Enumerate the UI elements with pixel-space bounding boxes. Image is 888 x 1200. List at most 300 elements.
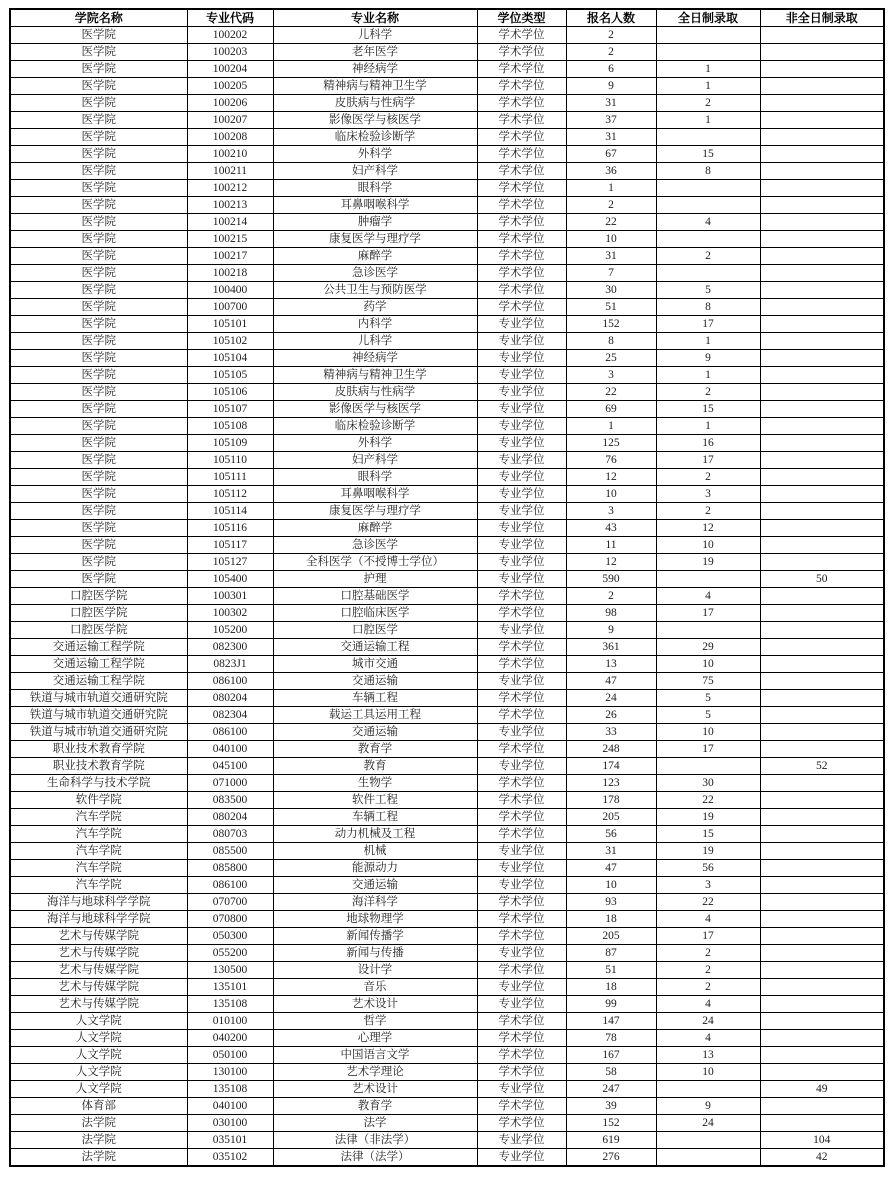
applicant-count-cell: 87 — [566, 945, 656, 962]
table-header — [10, 9, 884, 27]
college-name-cell: 医学院 — [10, 469, 187, 486]
major-code-cell: 100214 — [187, 214, 273, 231]
parttime-admitted-cell — [760, 826, 884, 843]
major-code-cell: 100217 — [187, 248, 273, 265]
college-name-cell: 职业技术教育学院 — [10, 758, 187, 775]
fulltime-admitted-cell: 9 — [656, 350, 760, 367]
college-name-cell: 汽车学院 — [10, 860, 187, 877]
major-code-cell: 105400 — [187, 571, 273, 588]
college-name-cell: 汽车学院 — [10, 877, 187, 894]
applicant-count-cell: 25 — [566, 350, 656, 367]
parttime-admitted-cell: 42 — [760, 1149, 884, 1167]
major-code-cell: 100202 — [187, 27, 273, 44]
fulltime-admitted-cell: 56 — [656, 860, 760, 877]
fulltime-admitted-cell: 9 — [656, 1098, 760, 1115]
college-name-cell: 医学院 — [10, 537, 187, 554]
parttime-admitted-cell — [760, 1098, 884, 1115]
fulltime-admitted-cell — [656, 129, 760, 146]
table-row — [10, 129, 884, 146]
degree-type-cell: 专业学位 — [477, 401, 566, 418]
fulltime-admitted-cell: 4 — [656, 214, 760, 231]
parttime-admitted-cell — [760, 1013, 884, 1030]
degree-type-cell: 专业学位 — [477, 486, 566, 503]
degree-type-cell: 专业学位 — [477, 622, 566, 639]
applicant-count-cell: 36 — [566, 163, 656, 180]
college-name-cell: 医学院 — [10, 265, 187, 282]
degree-type-cell: 学术学位 — [477, 962, 566, 979]
applicant-count-cell: 8 — [566, 333, 656, 350]
major-code-cell: 105105 — [187, 367, 273, 384]
college-name-cell: 医学院 — [10, 163, 187, 180]
major-name-cell: 全科医学（不授博士学位） — [273, 554, 477, 571]
degree-type-cell: 学术学位 — [477, 231, 566, 248]
major-name-cell: 妇产科学 — [273, 163, 477, 180]
college-name-cell: 汽车学院 — [10, 843, 187, 860]
applicant-count-cell: 69 — [566, 401, 656, 418]
college-name-cell: 交通运输工程学院 — [10, 656, 187, 673]
parttime-admitted-cell — [760, 265, 884, 282]
fulltime-admitted-cell — [656, 758, 760, 775]
applicant-count-cell: 47 — [566, 860, 656, 877]
fulltime-admitted-cell: 12 — [656, 520, 760, 537]
degree-type-cell: 学术学位 — [477, 826, 566, 843]
major-code-cell: 050100 — [187, 1047, 273, 1064]
fulltime-admitted-cell — [656, 1081, 760, 1098]
header-fulltime-admitted: 全日制录取 — [656, 9, 760, 27]
fulltime-admitted-cell: 22 — [656, 894, 760, 911]
table-row — [10, 435, 884, 452]
degree-type-cell: 学术学位 — [477, 299, 566, 316]
college-name-cell: 医学院 — [10, 333, 187, 350]
fulltime-admitted-cell: 8 — [656, 299, 760, 316]
major-code-cell: 100400 — [187, 282, 273, 299]
degree-type-cell: 学术学位 — [477, 146, 566, 163]
major-code-cell: 086100 — [187, 673, 273, 690]
applicant-count-cell: 11 — [566, 537, 656, 554]
college-name-cell: 口腔医学院 — [10, 622, 187, 639]
degree-type-cell: 专业学位 — [477, 979, 566, 996]
applicant-count-cell: 10 — [566, 231, 656, 248]
applicant-count-cell: 13 — [566, 656, 656, 673]
fulltime-admitted-cell — [656, 265, 760, 282]
degree-type-cell: 专业学位 — [477, 877, 566, 894]
major-name-cell: 外科学 — [273, 435, 477, 452]
major-name-cell: 海洋科学 — [273, 894, 477, 911]
applicant-count-cell: 1 — [566, 418, 656, 435]
applicant-count-cell: 31 — [566, 843, 656, 860]
degree-type-cell: 专业学位 — [477, 469, 566, 486]
table-row — [10, 945, 884, 962]
degree-type-cell: 专业学位 — [477, 945, 566, 962]
table-row — [10, 265, 884, 282]
applicant-count-cell: 2 — [566, 197, 656, 214]
major-name-cell: 交通运输 — [273, 724, 477, 741]
parttime-admitted-cell — [760, 1115, 884, 1132]
fulltime-admitted-cell: 5 — [656, 282, 760, 299]
college-name-cell: 人文学院 — [10, 1081, 187, 1098]
fulltime-admitted-cell: 17 — [656, 452, 760, 469]
fulltime-admitted-cell: 1 — [656, 367, 760, 384]
college-name-cell: 海洋与地球科学学院 — [10, 911, 187, 928]
applicant-count-cell: 1 — [566, 180, 656, 197]
college-name-cell: 医学院 — [10, 435, 187, 452]
degree-type-cell: 专业学位 — [477, 367, 566, 384]
applicant-count-cell: 18 — [566, 979, 656, 996]
applicant-count-cell: 147 — [566, 1013, 656, 1030]
fulltime-admitted-cell: 17 — [656, 741, 760, 758]
parttime-admitted-cell — [760, 656, 884, 673]
degree-type-cell: 专业学位 — [477, 537, 566, 554]
applicant-count-cell: 99 — [566, 996, 656, 1013]
parttime-admitted-cell — [760, 622, 884, 639]
major-code-cell: 030100 — [187, 1115, 273, 1132]
parttime-admitted-cell — [760, 690, 884, 707]
major-name-cell: 外科学 — [273, 146, 477, 163]
table-row — [10, 843, 884, 860]
major-name-cell: 心理学 — [273, 1030, 477, 1047]
degree-type-cell: 学术学位 — [477, 27, 566, 44]
applicant-count-cell: 125 — [566, 435, 656, 452]
major-name-cell: 麻醉学 — [273, 248, 477, 265]
college-name-cell: 医学院 — [10, 27, 187, 44]
major-code-cell: 035101 — [187, 1132, 273, 1149]
table-row — [10, 503, 884, 520]
college-name-cell: 医学院 — [10, 384, 187, 401]
major-name-cell: 艺术学理论 — [273, 1064, 477, 1081]
table-row — [10, 180, 884, 197]
table-row — [10, 809, 884, 826]
fulltime-admitted-cell: 10 — [656, 656, 760, 673]
parttime-admitted-cell — [760, 843, 884, 860]
parttime-admitted-cell — [760, 775, 884, 792]
degree-type-cell: 学术学位 — [477, 180, 566, 197]
header-major-code: 专业代码 — [187, 9, 273, 27]
fulltime-admitted-cell: 17 — [656, 928, 760, 945]
degree-type-cell: 专业学位 — [477, 843, 566, 860]
table-row — [10, 282, 884, 299]
degree-type-cell: 学术学位 — [477, 690, 566, 707]
table-row — [10, 860, 884, 877]
degree-type-cell: 学术学位 — [477, 1064, 566, 1081]
degree-type-cell: 学术学位 — [477, 588, 566, 605]
college-name-cell: 海洋与地球科学学院 — [10, 894, 187, 911]
college-name-cell: 医学院 — [10, 316, 187, 333]
degree-type-cell: 学术学位 — [477, 809, 566, 826]
degree-type-cell: 专业学位 — [477, 860, 566, 877]
fulltime-admitted-cell — [656, 1149, 760, 1167]
college-name-cell: 医学院 — [10, 197, 187, 214]
degree-type-cell: 学术学位 — [477, 197, 566, 214]
major-name-cell: 口腔临床医学 — [273, 605, 477, 622]
parttime-admitted-cell — [760, 350, 884, 367]
parttime-admitted-cell — [760, 673, 884, 690]
college-name-cell: 医学院 — [10, 299, 187, 316]
major-code-cell: 100211 — [187, 163, 273, 180]
degree-type-cell: 专业学位 — [477, 316, 566, 333]
fulltime-admitted-cell: 15 — [656, 401, 760, 418]
applicant-count-cell: 78 — [566, 1030, 656, 1047]
major-name-cell: 麻醉学 — [273, 520, 477, 537]
fulltime-admitted-cell: 13 — [656, 1047, 760, 1064]
major-name-cell: 艺术设计 — [273, 996, 477, 1013]
college-name-cell: 职业技术教育学院 — [10, 741, 187, 758]
fulltime-admitted-cell — [656, 231, 760, 248]
applicant-count-cell: 47 — [566, 673, 656, 690]
major-name-cell: 机械 — [273, 843, 477, 860]
major-name-cell: 车辆工程 — [273, 690, 477, 707]
parttime-admitted-cell — [760, 928, 884, 945]
fulltime-admitted-cell: 3 — [656, 877, 760, 894]
applicant-count-cell: 152 — [566, 316, 656, 333]
applicant-count-cell: 361 — [566, 639, 656, 656]
major-code-cell: 071000 — [187, 775, 273, 792]
degree-type-cell: 学术学位 — [477, 775, 566, 792]
table-row — [10, 248, 884, 265]
applicant-count-cell: 174 — [566, 758, 656, 775]
major-name-cell: 眼科学 — [273, 180, 477, 197]
degree-type-cell: 学术学位 — [477, 605, 566, 622]
major-name-cell: 精神病与精神卫生学 — [273, 367, 477, 384]
table-row — [10, 673, 884, 690]
table-row — [10, 996, 884, 1013]
table-row — [10, 418, 884, 435]
applicant-count-cell: 2 — [566, 44, 656, 61]
college-name-cell: 铁道与城市轨道交通研究院 — [10, 690, 187, 707]
major-name-cell: 肿瘤学 — [273, 214, 477, 231]
applicant-count-cell: 39 — [566, 1098, 656, 1115]
fulltime-admitted-cell: 2 — [656, 384, 760, 401]
parttime-admitted-cell — [760, 384, 884, 401]
applicant-count-cell: 205 — [566, 928, 656, 945]
college-name-cell: 人文学院 — [10, 1047, 187, 1064]
fulltime-admitted-cell: 30 — [656, 775, 760, 792]
major-code-cell: 085800 — [187, 860, 273, 877]
parttime-admitted-cell — [760, 401, 884, 418]
college-name-cell: 医学院 — [10, 571, 187, 588]
major-name-cell: 临床检验诊断学 — [273, 129, 477, 146]
parttime-admitted-cell — [760, 316, 884, 333]
applicant-count-cell: 56 — [566, 826, 656, 843]
fulltime-admitted-cell: 3 — [656, 486, 760, 503]
major-code-cell: 105110 — [187, 452, 273, 469]
table-row — [10, 690, 884, 707]
parttime-admitted-cell — [760, 95, 884, 112]
parttime-admitted-cell — [760, 707, 884, 724]
fulltime-admitted-cell: 17 — [656, 605, 760, 622]
fulltime-admitted-cell: 1 — [656, 112, 760, 129]
college-name-cell: 医学院 — [10, 146, 187, 163]
college-name-cell: 医学院 — [10, 214, 187, 231]
parttime-admitted-cell — [760, 1064, 884, 1081]
degree-type-cell: 学术学位 — [477, 265, 566, 282]
major-name-cell: 临床检验诊断学 — [273, 418, 477, 435]
major-code-cell: 105108 — [187, 418, 273, 435]
college-name-cell: 人文学院 — [10, 1064, 187, 1081]
fulltime-admitted-cell: 75 — [656, 673, 760, 690]
major-name-cell: 老年医学 — [273, 44, 477, 61]
parttime-admitted-cell: 104 — [760, 1132, 884, 1149]
college-name-cell: 软件学院 — [10, 792, 187, 809]
college-name-cell: 艺术与传媒学院 — [10, 962, 187, 979]
major-name-cell: 哲学 — [273, 1013, 477, 1030]
degree-type-cell: 学术学位 — [477, 1115, 566, 1132]
table-row — [10, 1013, 884, 1030]
major-code-cell: 082304 — [187, 707, 273, 724]
college-name-cell: 医学院 — [10, 452, 187, 469]
major-code-cell: 135101 — [187, 979, 273, 996]
fulltime-admitted-cell: 2 — [656, 95, 760, 112]
major-code-cell: 100207 — [187, 112, 273, 129]
table-row — [10, 452, 884, 469]
major-name-cell: 护理 — [273, 571, 477, 588]
degree-type-cell: 专业学位 — [477, 1149, 566, 1167]
table-row — [10, 911, 884, 928]
fulltime-admitted-cell: 4 — [656, 588, 760, 605]
major-name-cell: 耳鼻咽喉科学 — [273, 486, 477, 503]
table-row — [10, 826, 884, 843]
college-name-cell: 人文学院 — [10, 1030, 187, 1047]
parttime-admitted-cell — [760, 537, 884, 554]
parttime-admitted-cell — [760, 367, 884, 384]
table-row — [10, 350, 884, 367]
major-code-cell: 105111 — [187, 469, 273, 486]
fulltime-admitted-cell: 1 — [656, 418, 760, 435]
major-name-cell: 车辆工程 — [273, 809, 477, 826]
applicant-count-cell: 51 — [566, 299, 656, 316]
college-name-cell: 医学院 — [10, 248, 187, 265]
major-name-cell: 儿科学 — [273, 333, 477, 350]
applicant-count-cell: 3 — [566, 503, 656, 520]
fulltime-admitted-cell: 2 — [656, 469, 760, 486]
degree-type-cell: 专业学位 — [477, 503, 566, 520]
college-name-cell: 医学院 — [10, 180, 187, 197]
parttime-admitted-cell — [760, 197, 884, 214]
parttime-admitted-cell — [760, 112, 884, 129]
degree-type-cell: 学术学位 — [477, 894, 566, 911]
table-row — [10, 163, 884, 180]
table-row — [10, 401, 884, 418]
applicant-count-cell: 247 — [566, 1081, 656, 1098]
table-row — [10, 639, 884, 656]
applicant-count-cell: 22 — [566, 384, 656, 401]
major-code-cell: 035102 — [187, 1149, 273, 1167]
table-row — [10, 520, 884, 537]
major-code-cell: 100215 — [187, 231, 273, 248]
major-name-cell: 软件工程 — [273, 792, 477, 809]
major-name-cell: 法学 — [273, 1115, 477, 1132]
college-name-cell: 艺术与传媒学院 — [10, 996, 187, 1013]
fulltime-admitted-cell: 5 — [656, 690, 760, 707]
applicant-count-cell: 248 — [566, 741, 656, 758]
fulltime-admitted-cell: 1 — [656, 61, 760, 78]
parttime-admitted-cell — [760, 588, 884, 605]
fulltime-admitted-cell: 10 — [656, 537, 760, 554]
major-name-cell: 影像医学与核医学 — [273, 401, 477, 418]
table-row — [10, 231, 884, 248]
table-row — [10, 775, 884, 792]
fulltime-admitted-cell — [656, 44, 760, 61]
major-name-cell: 口腔基础医学 — [273, 588, 477, 605]
parttime-admitted-cell — [760, 996, 884, 1013]
major-code-cell: 105109 — [187, 435, 273, 452]
major-code-cell: 080204 — [187, 690, 273, 707]
major-code-cell: 083500 — [187, 792, 273, 809]
fulltime-admitted-cell: 2 — [656, 248, 760, 265]
parttime-admitted-cell — [760, 945, 884, 962]
table-row — [10, 554, 884, 571]
major-code-cell: 105117 — [187, 537, 273, 554]
table-row — [10, 588, 884, 605]
parttime-admitted-cell — [760, 435, 884, 452]
fulltime-admitted-cell: 24 — [656, 1013, 760, 1030]
applicant-count-cell: 22 — [566, 214, 656, 231]
college-name-cell: 医学院 — [10, 231, 187, 248]
applicant-count-cell: 590 — [566, 571, 656, 588]
major-name-cell: 能源动力 — [273, 860, 477, 877]
parttime-admitted-cell — [760, 639, 884, 656]
major-name-cell: 康复医学与理疗学 — [273, 231, 477, 248]
table-row — [10, 1047, 884, 1064]
major-code-cell: 100208 — [187, 129, 273, 146]
parttime-admitted-cell — [760, 520, 884, 537]
parttime-admitted-cell — [760, 894, 884, 911]
parttime-admitted-cell — [760, 27, 884, 44]
applicant-count-cell: 93 — [566, 894, 656, 911]
degree-type-cell: 专业学位 — [477, 520, 566, 537]
applicant-count-cell: 9 — [566, 78, 656, 95]
table-row — [10, 656, 884, 673]
parttime-admitted-cell — [760, 469, 884, 486]
table-row — [10, 724, 884, 741]
table-row — [10, 1115, 884, 1132]
major-code-cell: 055200 — [187, 945, 273, 962]
applicant-count-cell: 31 — [566, 248, 656, 265]
table-row — [10, 95, 884, 112]
parttime-admitted-cell — [760, 860, 884, 877]
applicant-count-cell: 123 — [566, 775, 656, 792]
college-name-cell: 医学院 — [10, 129, 187, 146]
college-name-cell: 医学院 — [10, 282, 187, 299]
college-name-cell: 铁道与城市轨道交通研究院 — [10, 707, 187, 724]
applicant-count-cell: 58 — [566, 1064, 656, 1081]
admissions-table — [9, 8, 885, 1167]
degree-type-cell: 学术学位 — [477, 95, 566, 112]
fulltime-admitted-cell: 19 — [656, 554, 760, 571]
college-name-cell: 生命科学与技术学院 — [10, 775, 187, 792]
applicant-count-cell: 51 — [566, 962, 656, 979]
college-name-cell: 艺术与传媒学院 — [10, 945, 187, 962]
degree-type-cell: 专业学位 — [477, 333, 566, 350]
degree-type-cell: 专业学位 — [477, 384, 566, 401]
applicant-count-cell: 10 — [566, 877, 656, 894]
college-name-cell: 口腔医学院 — [10, 588, 187, 605]
applicant-count-cell: 31 — [566, 95, 656, 112]
major-code-cell: 070700 — [187, 894, 273, 911]
degree-type-cell: 专业学位 — [477, 554, 566, 571]
college-name-cell: 医学院 — [10, 61, 187, 78]
college-name-cell: 医学院 — [10, 350, 187, 367]
fulltime-admitted-cell: 2 — [656, 945, 760, 962]
applicant-count-cell: 205 — [566, 809, 656, 826]
degree-type-cell: 学术学位 — [477, 78, 566, 95]
college-name-cell: 汽车学院 — [10, 826, 187, 843]
fulltime-admitted-cell — [656, 180, 760, 197]
major-name-cell: 交通运输 — [273, 673, 477, 690]
degree-type-cell: 学术学位 — [477, 741, 566, 758]
applicant-count-cell: 37 — [566, 112, 656, 129]
header-college-name: 学院名称 — [10, 9, 187, 27]
major-name-cell: 药学 — [273, 299, 477, 316]
